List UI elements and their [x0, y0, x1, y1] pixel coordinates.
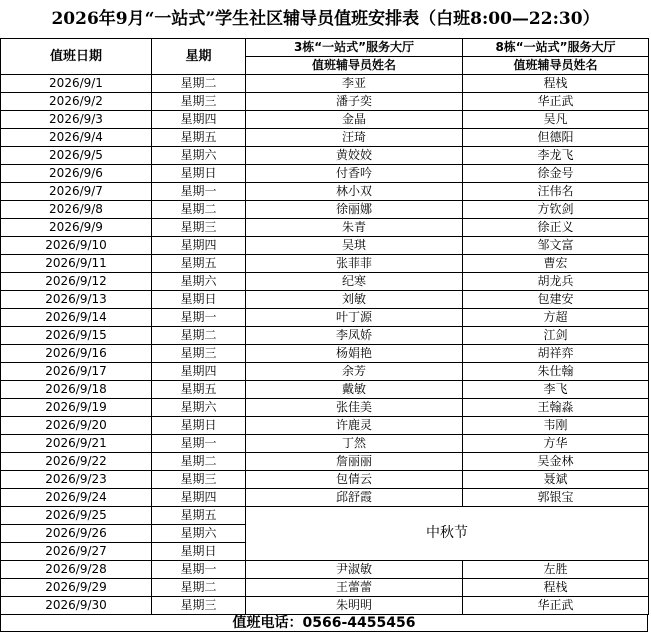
date-cell: 2026/9/3 — [1, 111, 152, 129]
date-cell: 2026/9/29 — [1, 579, 152, 597]
hall8-counselor-cell: 李龙飞 — [463, 147, 649, 165]
table-row — [1, 291, 649, 309]
date-cell: 2026/9/17 — [1, 363, 152, 381]
weekday-cell: 星期六 — [152, 147, 246, 165]
hall3-counselor-cell: 包倩云 — [246, 471, 463, 489]
table-row — [1, 183, 649, 201]
date-cell: 2026/9/6 — [1, 165, 152, 183]
weekday-cell: 星期一 — [152, 561, 246, 579]
weekday-cell: 星期四 — [152, 111, 246, 129]
date-cell: 2026/9/24 — [1, 489, 152, 507]
table-row — [1, 435, 649, 453]
weekday-cell: 星期二 — [152, 75, 246, 93]
weekday-cell: 星期日 — [152, 291, 246, 309]
table-row — [1, 399, 649, 417]
hall8-counselor-cell: 胡龙兵 — [463, 273, 649, 291]
date-cell: 2026/9/4 — [1, 129, 152, 147]
date-cell: 2026/9/25 — [1, 507, 152, 525]
hall8-counselor-cell: 曹宏 — [463, 255, 649, 273]
hall8-counselor-cell: 徐正义 — [463, 219, 649, 237]
hall8-counselor-cell: 但德阳 — [463, 129, 649, 147]
header-name-hall3: 值班辅导员姓名 — [246, 57, 463, 75]
hall8-counselor-cell: 程栈 — [463, 75, 649, 93]
hall3-counselor-cell: 林小双 — [246, 183, 463, 201]
hall3-counselor-cell: 丁然 — [246, 435, 463, 453]
date-cell: 2026/9/10 — [1, 237, 152, 255]
hall8-counselor-cell: 程栈 — [463, 579, 649, 597]
hall8-counselor-cell: 方钦剑 — [463, 201, 649, 219]
weekday-cell: 星期六 — [152, 273, 246, 291]
hall3-counselor-cell: 纪寒 — [246, 273, 463, 291]
hall8-counselor-cell: 方华 — [463, 435, 649, 453]
date-cell: 2026/9/9 — [1, 219, 152, 237]
table-row — [1, 507, 649, 525]
table-row — [1, 345, 649, 363]
hall3-counselor-cell: 朱青 — [246, 219, 463, 237]
table-row — [1, 417, 649, 435]
hall8-counselor-cell: 吴凡 — [463, 111, 649, 129]
hall3-counselor-cell: 金晶 — [246, 111, 463, 129]
table-row — [1, 129, 649, 147]
table-row — [1, 111, 649, 129]
holiday-cell: 中秋节 — [246, 507, 649, 561]
date-cell: 2026/9/2 — [1, 93, 152, 111]
hall3-counselor-cell: 汪琦 — [246, 129, 463, 147]
weekday-cell: 星期日 — [152, 543, 246, 561]
date-cell: 2026/9/26 — [1, 525, 152, 543]
table-row — [1, 363, 649, 381]
weekday-cell: 星期一 — [152, 435, 246, 453]
date-cell: 2026/9/12 — [1, 273, 152, 291]
date-cell: 2026/9/15 — [1, 327, 152, 345]
table-row — [1, 471, 649, 489]
hall3-counselor-cell: 付香吟 — [246, 165, 463, 183]
weekday-cell: 星期五 — [152, 129, 246, 147]
hall8-counselor-cell: 邹文富 — [463, 237, 649, 255]
hall8-counselor-cell: 胡祥弈 — [463, 345, 649, 363]
hall3-counselor-cell: 余芳 — [246, 363, 463, 381]
hall3-counselor-cell: 李凤娇 — [246, 327, 463, 345]
weekday-cell: 星期二 — [152, 327, 246, 345]
header-date: 值班日期 — [1, 39, 152, 75]
date-cell: 2026/9/5 — [1, 147, 152, 165]
date-cell: 2026/9/7 — [1, 183, 152, 201]
weekday-cell: 星期四 — [152, 363, 246, 381]
hall8-counselor-cell: 朱仕翰 — [463, 363, 649, 381]
table-row — [1, 309, 649, 327]
hall8-counselor-cell: 包建安 — [463, 291, 649, 309]
hall8-counselor-cell: 江剑 — [463, 327, 649, 345]
weekday-cell: 星期五 — [152, 507, 246, 525]
table-row — [1, 489, 649, 507]
date-cell: 2026/9/27 — [1, 543, 152, 561]
weekday-cell: 星期三 — [152, 597, 246, 615]
hall3-counselor-cell: 黄姣姣 — [246, 147, 463, 165]
hall8-counselor-cell: 方超 — [463, 309, 649, 327]
hall8-counselor-cell: 汪伟名 — [463, 183, 649, 201]
date-cell: 2026/9/8 — [1, 201, 152, 219]
hall3-counselor-cell: 戴敏 — [246, 381, 463, 399]
date-cell: 2026/9/18 — [1, 381, 152, 399]
hall8-counselor-cell: 韦刚 — [463, 417, 649, 435]
weekday-cell: 星期四 — [152, 237, 246, 255]
hall8-counselor-cell: 左胜 — [463, 561, 649, 579]
weekday-cell: 星期三 — [152, 471, 246, 489]
date-cell: 2026/9/20 — [1, 417, 152, 435]
hall3-counselor-cell: 刘敏 — [246, 291, 463, 309]
weekday-cell: 星期三 — [152, 93, 246, 111]
table-row — [1, 453, 649, 471]
weekday-cell: 星期二 — [152, 201, 246, 219]
header-hall3: 3栋“一站式”服务大厅 — [246, 39, 463, 57]
weekday-cell: 星期五 — [152, 381, 246, 399]
table-row — [1, 237, 649, 255]
hall8-counselor-cell: 吴金林 — [463, 453, 649, 471]
date-cell: 2026/9/1 — [1, 75, 152, 93]
table-row — [1, 201, 649, 219]
page-title: 2026年9月“一站式”学生社区辅导员值班安排表（白班8:00—22:30） — [51, 9, 600, 29]
header-weekday: 星期 — [152, 39, 246, 75]
weekday-cell: 星期日 — [152, 165, 246, 183]
hall8-counselor-cell: 李飞 — [463, 381, 649, 399]
hall3-counselor-cell: 尹淑敏 — [246, 561, 463, 579]
hall8-counselor-cell: 徐金号 — [463, 165, 649, 183]
weekday-cell: 星期日 — [152, 417, 246, 435]
hall3-counselor-cell: 朱明明 — [246, 597, 463, 615]
hall3-counselor-cell: 徐丽娜 — [246, 201, 463, 219]
hall3-counselor-cell: 詹丽丽 — [246, 453, 463, 471]
weekday-cell: 星期六 — [152, 399, 246, 417]
weekday-cell: 星期二 — [152, 579, 246, 597]
date-cell: 2026/9/11 — [1, 255, 152, 273]
date-cell: 2026/9/16 — [1, 345, 152, 363]
hall8-counselor-cell: 郭银宝 — [463, 489, 649, 507]
hall8-counselor-cell: 华正武 — [463, 597, 649, 615]
table-row — [1, 561, 649, 579]
date-cell: 2026/9/21 — [1, 435, 152, 453]
date-cell: 2026/9/30 — [1, 597, 152, 615]
weekday-cell: 星期五 — [152, 255, 246, 273]
hall3-counselor-cell: 吴琪 — [246, 237, 463, 255]
hall3-counselor-cell: 叶丁源 — [246, 309, 463, 327]
date-cell: 2026/9/28 — [1, 561, 152, 579]
hall3-counselor-cell: 张佳美 — [246, 399, 463, 417]
weekday-cell: 星期二 — [152, 453, 246, 471]
hall3-counselor-cell: 张菲菲 — [246, 255, 463, 273]
date-cell: 2026/9/19 — [1, 399, 152, 417]
table-row — [1, 597, 649, 615]
table-row — [1, 75, 649, 93]
date-cell: 2026/9/23 — [1, 471, 152, 489]
weekday-cell: 星期四 — [152, 489, 246, 507]
duty-phone: 值班电话：0566-4455456 — [0, 614, 648, 632]
header-name-hall8: 值班辅导员姓名 — [463, 57, 649, 75]
hall8-counselor-cell: 华正武 — [463, 93, 649, 111]
weekday-cell: 星期三 — [152, 219, 246, 237]
table-row — [1, 147, 649, 165]
hall3-counselor-cell: 潘子奕 — [246, 93, 463, 111]
hall3-counselor-cell: 许鹿灵 — [246, 417, 463, 435]
date-cell: 2026/9/13 — [1, 291, 152, 309]
table-row — [1, 219, 649, 237]
weekday-cell: 星期一 — [152, 183, 246, 201]
table-row — [1, 165, 649, 183]
table-row — [1, 273, 649, 291]
duty-schedule-table — [0, 38, 649, 615]
table-row — [1, 327, 649, 345]
date-cell: 2026/9/14 — [1, 309, 152, 327]
header-row-1 — [1, 39, 649, 57]
weekday-cell: 星期六 — [152, 525, 246, 543]
hall3-counselor-cell: 王蕾蕾 — [246, 579, 463, 597]
table-row — [1, 255, 649, 273]
weekday-cell: 星期一 — [152, 309, 246, 327]
hall3-counselor-cell: 邱舒霞 — [246, 489, 463, 507]
hall8-counselor-cell: 王翰淼 — [463, 399, 649, 417]
table-row — [1, 579, 649, 597]
header-hall8: 8栋“一站式”服务大厅 — [463, 39, 649, 57]
hall3-counselor-cell: 杨娟艳 — [246, 345, 463, 363]
table-row — [1, 93, 649, 111]
weekday-cell: 星期三 — [152, 345, 246, 363]
hall3-counselor-cell: 李亚 — [246, 75, 463, 93]
table-row — [1, 381, 649, 399]
hall8-counselor-cell: 聂斌 — [463, 471, 649, 489]
date-cell: 2026/9/22 — [1, 453, 152, 471]
